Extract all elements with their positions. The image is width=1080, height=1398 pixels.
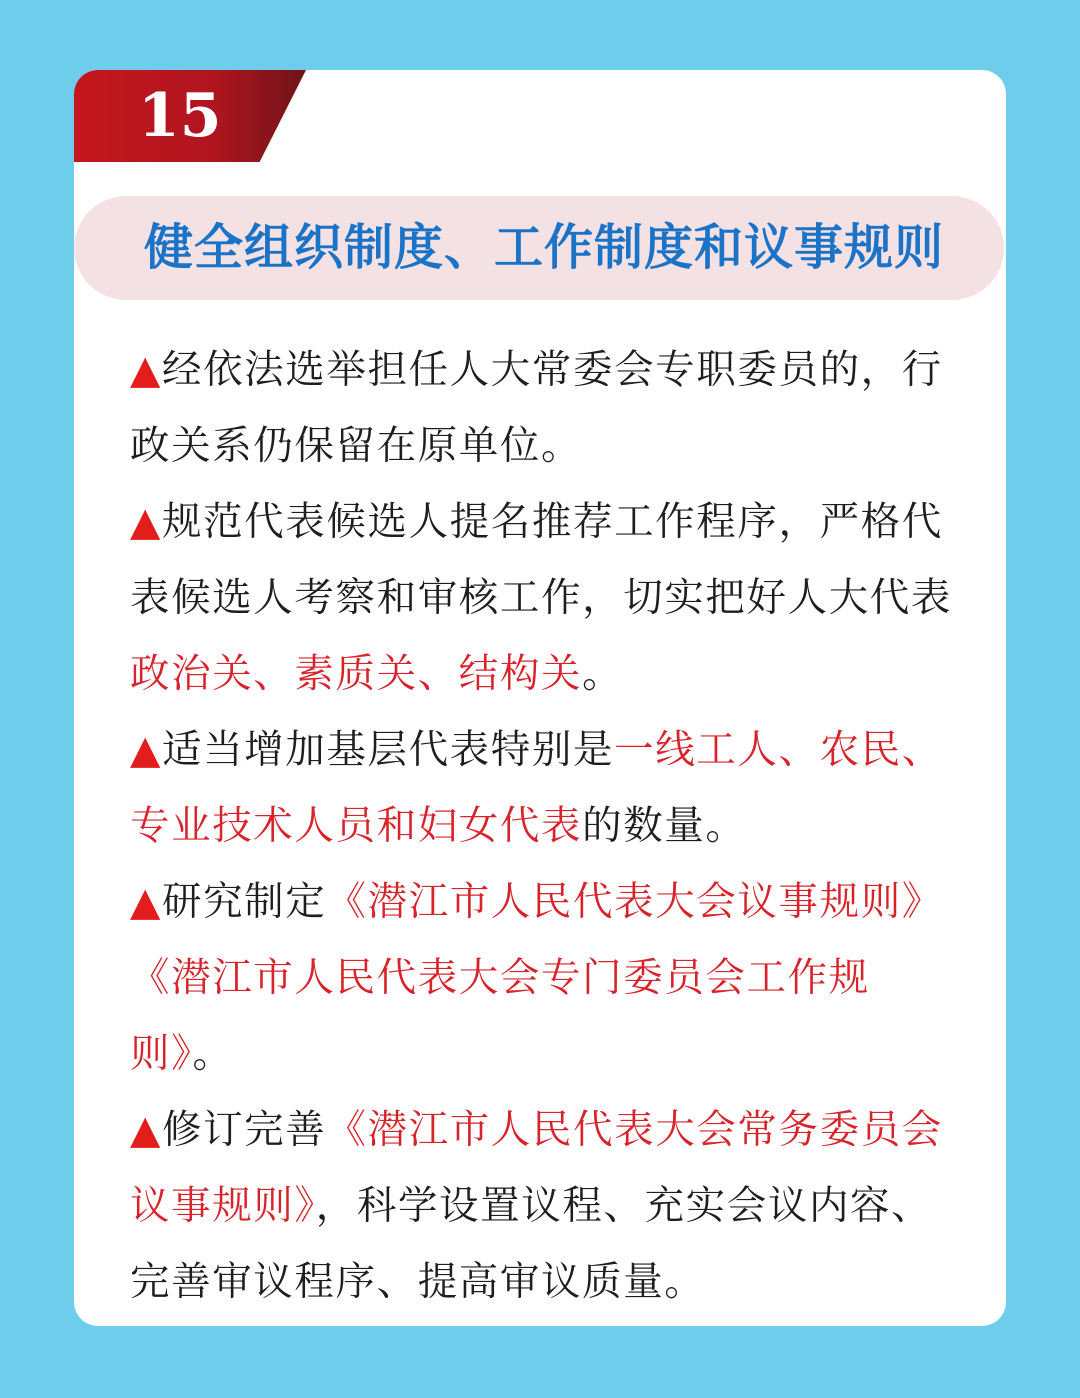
bullet-list (130, 332, 958, 1320)
paragraph-text: 适当增加基层代表特别是 (161, 727, 615, 773)
item-number: 15 (138, 81, 222, 151)
bullet-paragraph (130, 484, 958, 712)
paragraph-text: 。 (192, 1031, 234, 1077)
paragraph-text: 修订完善 (161, 1107, 327, 1153)
bullet-paragraph (130, 332, 958, 484)
paragraph-text: ，科学设置议程、充实会议内容、完善审议程序、提高审议质量。 (130, 1183, 933, 1305)
card-title: 健全组织制度、工作制度和议事规则 (143, 219, 944, 276)
bullet-paragraph (130, 864, 958, 1092)
red-triangle-icon: ▲ (130, 347, 162, 393)
highlighted-text: 一线工人、农民、专业技术人员和妇女代表 (130, 727, 943, 849)
content-card (74, 70, 1006, 1326)
red-triangle-icon: ▲ (130, 499, 162, 545)
red-triangle-icon: ▲ (130, 727, 162, 773)
title-banner (74, 196, 1004, 300)
paragraph-text: 经依法选举担任人大常委会专职委员的，行政关系仍保留在原单位。 (130, 347, 943, 469)
red-triangle-icon: ▲ (130, 879, 162, 925)
highlighted-text: 政治关、素质关、结构关 (130, 651, 583, 697)
highlighted-text: 《潜江市人民代表大会议事规则》《潜江市人民代表大会专门委员会工作规则》 (130, 879, 943, 1077)
bullet-paragraph (130, 712, 958, 864)
red-triangle-icon: ▲ (130, 1107, 162, 1153)
highlighted-text: 《潜江市人民代表大会常务委员会议事规则》 (130, 1107, 943, 1229)
bullet-paragraph (130, 1092, 958, 1320)
paragraph-text: 的数量。 (582, 803, 747, 849)
paragraph-text: 规范代表候选人提名推荐工作程序，严格代表候选人考察和审核工作，切实把好人大代表 (130, 499, 952, 621)
paragraph-text: 。 (582, 651, 624, 697)
paragraph-text: 研究制定 (161, 879, 327, 925)
